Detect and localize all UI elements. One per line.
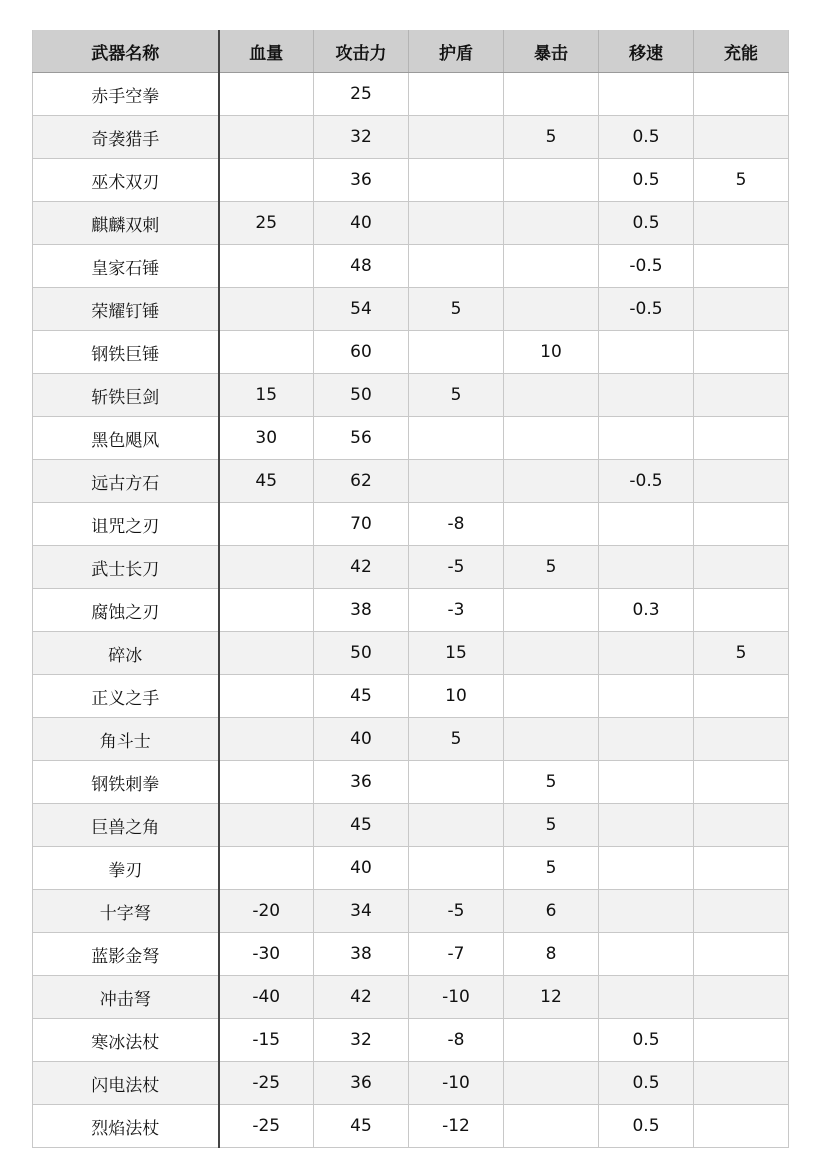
hp-cell	[219, 73, 314, 116]
weapon-name-cell: 巫术双刃	[33, 159, 219, 202]
header-attack: 攻击力	[314, 30, 409, 73]
charge-cell	[694, 331, 789, 374]
shield-cell: 10	[409, 675, 504, 718]
charge-cell	[694, 675, 789, 718]
table-row	[33, 976, 789, 1019]
hp-cell: -25	[219, 1062, 314, 1105]
weapon-stats-table	[32, 30, 789, 1148]
attack-cell: 56	[314, 417, 409, 460]
hp-cell: -25	[219, 1105, 314, 1148]
hp-cell: 45	[219, 460, 314, 503]
hp-cell	[219, 847, 314, 890]
move-speed-cell	[599, 718, 694, 761]
hp-cell	[219, 632, 314, 675]
move-speed-cell: 0.5	[599, 1062, 694, 1105]
table-row	[33, 546, 789, 589]
weapon-name-cell: 荣耀钉锤	[33, 288, 219, 331]
attack-cell: 36	[314, 159, 409, 202]
attack-cell: 40	[314, 718, 409, 761]
charge-cell	[694, 589, 789, 632]
header-hp: 血量	[219, 30, 314, 73]
charge-cell	[694, 460, 789, 503]
charge-cell	[694, 1062, 789, 1105]
shield-cell: 15	[409, 632, 504, 675]
move-speed-cell	[599, 73, 694, 116]
shield-cell	[409, 202, 504, 245]
move-speed-cell	[599, 976, 694, 1019]
weapon-name-cell: 蓝影金弩	[33, 933, 219, 976]
charge-cell: 5	[694, 159, 789, 202]
attack-cell: 62	[314, 460, 409, 503]
hp-cell	[219, 589, 314, 632]
shield-cell	[409, 847, 504, 890]
move-speed-cell: 0.5	[599, 202, 694, 245]
attack-cell: 32	[314, 116, 409, 159]
table-row	[33, 675, 789, 718]
charge-cell	[694, 417, 789, 460]
table-row	[33, 116, 789, 159]
weapon-name-cell: 奇袭猎手	[33, 116, 219, 159]
crit-cell	[504, 460, 599, 503]
crit-cell	[504, 1019, 599, 1062]
weapon-name-cell: 角斗士	[33, 718, 219, 761]
table-row	[33, 73, 789, 116]
charge-cell	[694, 1105, 789, 1148]
weapon-name-cell: 黑色飓风	[33, 417, 219, 460]
shield-cell: -10	[409, 976, 504, 1019]
shield-cell: -10	[409, 1062, 504, 1105]
shield-cell: -5	[409, 546, 504, 589]
shield-cell	[409, 331, 504, 374]
hp-cell: 30	[219, 417, 314, 460]
charge-cell	[694, 73, 789, 116]
weapon-name-cell: 十字弩	[33, 890, 219, 933]
table-row	[33, 460, 789, 503]
hp-cell	[219, 718, 314, 761]
move-speed-cell	[599, 503, 694, 546]
hp-cell	[219, 245, 314, 288]
move-speed-cell	[599, 374, 694, 417]
table-row	[33, 417, 789, 460]
weapon-name-cell: 闪电法杖	[33, 1062, 219, 1105]
crit-cell	[504, 73, 599, 116]
crit-cell: 10	[504, 331, 599, 374]
shield-cell: 5	[409, 288, 504, 331]
charge-cell	[694, 1019, 789, 1062]
move-speed-cell: -0.5	[599, 288, 694, 331]
attack-cell: 40	[314, 202, 409, 245]
table-row	[33, 718, 789, 761]
hp-cell: -15	[219, 1019, 314, 1062]
crit-cell: 5	[504, 847, 599, 890]
crit-cell: 6	[504, 890, 599, 933]
charge-cell	[694, 804, 789, 847]
hp-cell	[219, 116, 314, 159]
move-speed-cell	[599, 546, 694, 589]
move-speed-cell	[599, 761, 694, 804]
charge-cell	[694, 761, 789, 804]
charge-cell: 5	[694, 632, 789, 675]
attack-cell: 42	[314, 976, 409, 1019]
weapon-name-cell: 诅咒之刃	[33, 503, 219, 546]
move-speed-cell: -0.5	[599, 245, 694, 288]
hp-cell	[219, 761, 314, 804]
hp-cell: -30	[219, 933, 314, 976]
charge-cell	[694, 546, 789, 589]
crit-cell	[504, 632, 599, 675]
attack-cell: 25	[314, 73, 409, 116]
table-row	[33, 632, 789, 675]
table-row	[33, 1062, 789, 1105]
charge-cell	[694, 202, 789, 245]
hp-cell	[219, 675, 314, 718]
weapon-name-cell: 赤手空拳	[33, 73, 219, 116]
hp-cell: -40	[219, 976, 314, 1019]
charge-cell	[694, 847, 789, 890]
header-charge: 充能	[694, 30, 789, 73]
charge-cell	[694, 503, 789, 546]
move-speed-cell: 0.5	[599, 159, 694, 202]
hp-cell	[219, 546, 314, 589]
weapon-name-cell: 远古方石	[33, 460, 219, 503]
shield-cell	[409, 804, 504, 847]
crit-cell	[504, 159, 599, 202]
header-move-speed: 移速	[599, 30, 694, 73]
crit-cell	[504, 718, 599, 761]
hp-cell: 15	[219, 374, 314, 417]
crit-cell	[504, 288, 599, 331]
hp-cell: -20	[219, 890, 314, 933]
crit-cell	[504, 202, 599, 245]
weapon-name-cell: 斩铁巨剑	[33, 374, 219, 417]
weapon-name-cell: 冲击弩	[33, 976, 219, 1019]
move-speed-cell	[599, 675, 694, 718]
attack-cell: 54	[314, 288, 409, 331]
move-speed-cell	[599, 804, 694, 847]
shield-cell	[409, 460, 504, 503]
shield-cell: -8	[409, 503, 504, 546]
table-row	[33, 374, 789, 417]
shield-cell	[409, 761, 504, 804]
move-speed-cell: 0.5	[599, 116, 694, 159]
weapon-name-cell: 麒麟双刺	[33, 202, 219, 245]
header-crit: 暴击	[504, 30, 599, 73]
table-row	[33, 847, 789, 890]
attack-cell: 38	[314, 589, 409, 632]
attack-cell: 34	[314, 890, 409, 933]
weapon-name-cell: 拳刃	[33, 847, 219, 890]
move-speed-cell: -0.5	[599, 460, 694, 503]
crit-cell	[504, 1105, 599, 1148]
move-speed-cell: 0.5	[599, 1019, 694, 1062]
attack-cell: 38	[314, 933, 409, 976]
crit-cell	[504, 1062, 599, 1105]
crit-cell: 12	[504, 976, 599, 1019]
hp-cell: 25	[219, 202, 314, 245]
table-row	[33, 159, 789, 202]
move-speed-cell	[599, 331, 694, 374]
crit-cell: 5	[504, 546, 599, 589]
charge-cell	[694, 245, 789, 288]
shield-cell: -5	[409, 890, 504, 933]
move-speed-cell	[599, 890, 694, 933]
shield-cell: 5	[409, 374, 504, 417]
charge-cell	[694, 116, 789, 159]
table-row	[33, 933, 789, 976]
shield-cell: -12	[409, 1105, 504, 1148]
attack-cell: 50	[314, 374, 409, 417]
table-body	[33, 73, 789, 1148]
attack-cell: 32	[314, 1019, 409, 1062]
table-row	[33, 1019, 789, 1062]
hp-cell	[219, 503, 314, 546]
crit-cell	[504, 374, 599, 417]
attack-cell: 50	[314, 632, 409, 675]
weapon-name-cell: 武士长刀	[33, 546, 219, 589]
hp-cell	[219, 288, 314, 331]
shield-cell: -3	[409, 589, 504, 632]
table-header-row	[33, 30, 789, 73]
attack-cell: 45	[314, 1105, 409, 1148]
table-row	[33, 202, 789, 245]
header-weapon-name: 武器名称	[33, 30, 219, 73]
table-row	[33, 331, 789, 374]
crit-cell: 5	[504, 804, 599, 847]
attack-cell: 42	[314, 546, 409, 589]
move-speed-cell	[599, 847, 694, 890]
charge-cell	[694, 890, 789, 933]
shield-cell	[409, 417, 504, 460]
crit-cell	[504, 503, 599, 546]
move-speed-cell: 0.3	[599, 589, 694, 632]
weapon-name-cell: 钢铁刺拳	[33, 761, 219, 804]
weapon-name-cell: 钢铁巨锤	[33, 331, 219, 374]
crit-cell: 8	[504, 933, 599, 976]
attack-cell: 45	[314, 675, 409, 718]
shield-cell	[409, 245, 504, 288]
shield-cell	[409, 159, 504, 202]
attack-cell: 70	[314, 503, 409, 546]
hp-cell	[219, 159, 314, 202]
attack-cell: 36	[314, 1062, 409, 1105]
charge-cell	[694, 976, 789, 1019]
charge-cell	[694, 374, 789, 417]
table-row	[33, 1105, 789, 1148]
weapon-name-cell: 正义之手	[33, 675, 219, 718]
move-speed-cell	[599, 417, 694, 460]
attack-cell: 36	[314, 761, 409, 804]
move-speed-cell: 0.5	[599, 1105, 694, 1148]
attack-cell: 60	[314, 331, 409, 374]
table-row	[33, 804, 789, 847]
hp-cell	[219, 804, 314, 847]
crit-cell	[504, 245, 599, 288]
shield-cell: -8	[409, 1019, 504, 1062]
move-speed-cell	[599, 632, 694, 675]
table-row	[33, 890, 789, 933]
shield-cell: -7	[409, 933, 504, 976]
charge-cell	[694, 288, 789, 331]
weapon-name-cell: 巨兽之角	[33, 804, 219, 847]
charge-cell	[694, 933, 789, 976]
shield-cell	[409, 116, 504, 159]
weapon-name-cell: 烈焰法杖	[33, 1105, 219, 1148]
table-row	[33, 288, 789, 331]
weapon-name-cell: 皇家石锤	[33, 245, 219, 288]
attack-cell: 45	[314, 804, 409, 847]
weapon-name-cell: 碎冰	[33, 632, 219, 675]
attack-cell: 48	[314, 245, 409, 288]
table-row	[33, 589, 789, 632]
header-shield: 护盾	[409, 30, 504, 73]
move-speed-cell	[599, 933, 694, 976]
weapon-name-cell: 腐蚀之刃	[33, 589, 219, 632]
shield-cell: 5	[409, 718, 504, 761]
table-row	[33, 503, 789, 546]
charge-cell	[694, 718, 789, 761]
weapon-name-cell: 寒冰法杖	[33, 1019, 219, 1062]
crit-cell	[504, 589, 599, 632]
table-row	[33, 245, 789, 288]
hp-cell	[219, 331, 314, 374]
table-row	[33, 761, 789, 804]
crit-cell	[504, 417, 599, 460]
crit-cell	[504, 675, 599, 718]
shield-cell	[409, 73, 504, 116]
crit-cell: 5	[504, 761, 599, 804]
attack-cell: 40	[314, 847, 409, 890]
crit-cell: 5	[504, 116, 599, 159]
